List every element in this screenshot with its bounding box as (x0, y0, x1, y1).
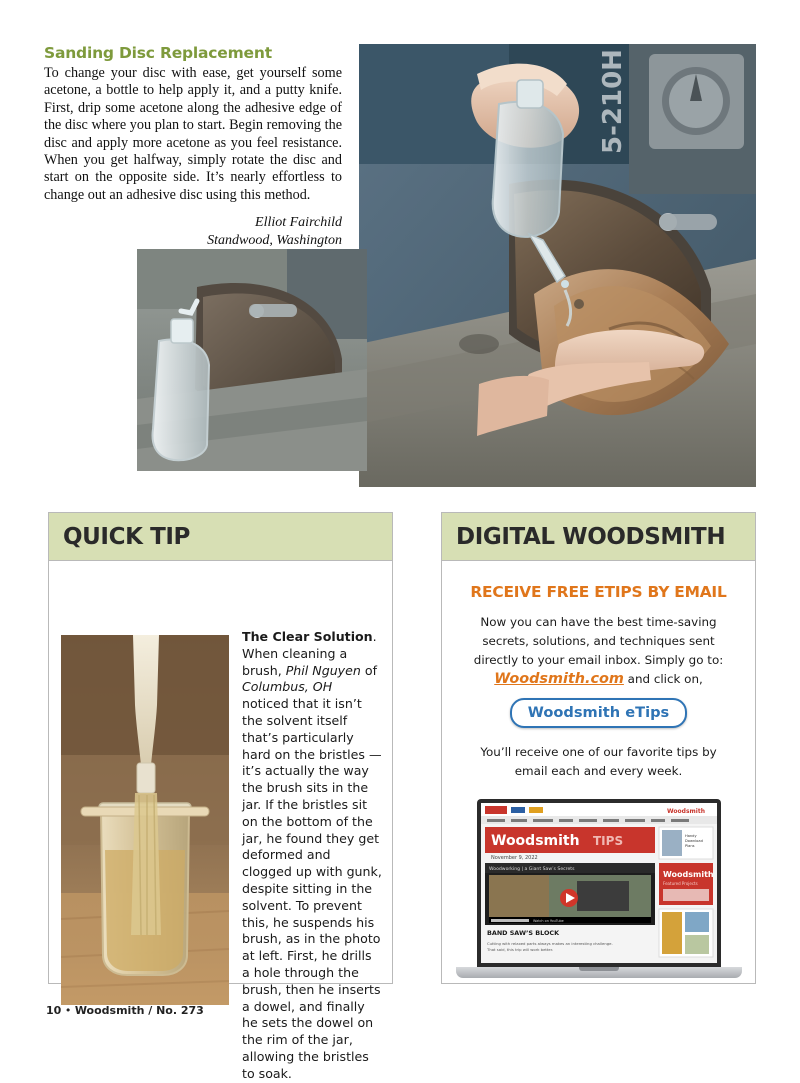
main-photo-graphic (359, 44, 756, 487)
main-photo (359, 44, 756, 487)
credit-name: Elliot Fairchild (255, 215, 342, 231)
woodsmith-link[interactable]: Woodsmith.com (494, 671, 624, 687)
footer-publication: Woodsmith / No. 273 (74, 1004, 204, 1017)
quick-tip-author: Phil Nguyen (285, 662, 361, 678)
laptop-notch (579, 967, 619, 971)
quick-tip-header-label: QUICK TIP (63, 523, 190, 550)
quick-tip-photo (61, 635, 229, 1005)
article-title: Sanding Disc Replacement (44, 44, 272, 62)
svg-text:TIPS: TIPS (593, 834, 624, 848)
svg-text:November 9, 2022: November 9, 2022 (491, 855, 538, 861)
inset-photo-graphic (137, 249, 367, 471)
quick-tip-lead: The Clear Solution (242, 629, 373, 644)
digital-paragraph-1-text: Now you can have the best time-saving secrets, solutions, and techniques sent directly to your email inbox. Simply go to: (473, 615, 724, 667)
svg-text:Cutting with relaxed parts alw: Cutting with relaxed parts always makes an interesting challenge. (487, 941, 613, 946)
article-body: To change your disc with ease, get yourself some acetone, a bottle to help apply it, and a putty knife. First, drip some acetone along the adhesive edge of the disc where you plan to start. Begin removing the disc and apply more acetone as you feel resistance. When you get halfway, simply rotate the disc and start on the opposite side. It’s nearly effortless to change out an adhesive disc using this method. (44, 65, 342, 203)
svg-text:Download: Download (685, 839, 703, 843)
quick-tip-text-2: of (360, 662, 378, 678)
svg-text:Watch on YouTube: Watch on YouTube (533, 919, 564, 923)
credit-location: Standwood, Washington (207, 232, 342, 248)
digital-header-label: DIGITAL WOODSMITH (456, 523, 726, 550)
svg-text:Handy: Handy (685, 834, 697, 838)
quick-tip-photo-graphic (61, 635, 229, 1005)
footer-separator: • (64, 1004, 72, 1017)
quick-tip-text-1: . When cleaning a brush, (242, 629, 377, 678)
footer-page-number: 10 (46, 1004, 62, 1017)
svg-text:Woodsmith: Woodsmith (491, 833, 580, 849)
quick-tip-text-3: noticed that it isn’t the solvent itself that’s particularly hard on the bristles — it’s actually the way the brush sits in the jar. If the bristles sit on the bottom of the jar, he found they get deformed and clogged up with gunk, despite sitting in the solvent. To prevent this, he suspends his brush, as in the photo at left. First, he drills a hole through the brush, then he inserts a dowel, and finally he sets the dowel on the rim of the jar, allowing the bristles to soak. (242, 696, 382, 1081)
laptop-mockup (456, 799, 742, 1004)
svg-text:That said, this trip will work: That said, this trip will work better. (487, 947, 554, 952)
svg-text:5-210H: 5-210H (598, 49, 628, 154)
svg-text:Woodworking | a Giant Saw’s Se: Woodworking | a Giant Saw’s Secrets (489, 867, 575, 872)
laptop-webpage (481, 803, 717, 963)
digital-header (442, 513, 755, 561)
svg-text:Woodsmith: Woodsmith (663, 870, 714, 879)
quick-tip-location: Columbus, OH (242, 679, 333, 695)
quick-tip-text (242, 629, 382, 1083)
digital-woodsmith-panel (441, 512, 756, 984)
laptop-screen (477, 799, 721, 967)
digital-paragraph-1 (460, 613, 737, 689)
digital-subhead: RECEIVE FREE ETIPS BY EMAIL (470, 583, 727, 601)
article-credit (44, 214, 342, 249)
svg-text:BAND SAW’S BLOCK: BAND SAW’S BLOCK (487, 929, 560, 937)
inset-photo (137, 249, 367, 471)
page-footer (46, 1004, 204, 1017)
digital-paragraph-1-tail: and click on, (627, 672, 703, 686)
article-section (44, 44, 756, 489)
laptop-webpage-graphic (481, 803, 717, 963)
svg-text:Woodsmith: Woodsmith (667, 808, 705, 815)
svg-text:Plans: Plans (685, 844, 695, 848)
digital-body (442, 561, 755, 983)
digital-paragraph-2: You’ll receive one of our favorite tips by email each and every week. (480, 745, 717, 778)
svg-text:Featured Projects: Featured Projects (663, 881, 698, 886)
quick-tip-header (49, 513, 392, 561)
woodsmith-etips-button[interactable]: Woodsmith eTips (510, 698, 687, 728)
